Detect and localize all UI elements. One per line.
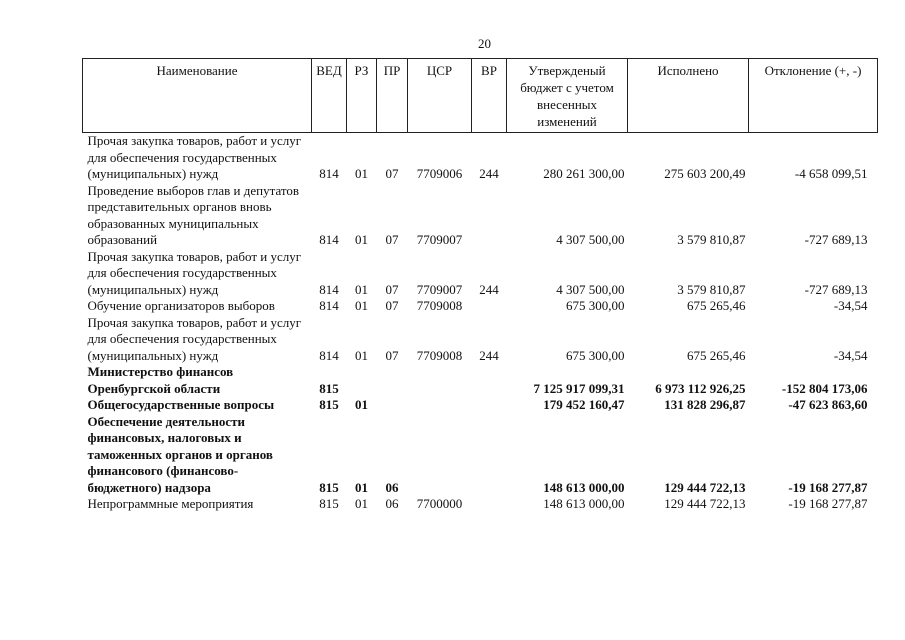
row-budget: 675 300,00 [566,347,625,363]
header-ved: ВЕД [312,59,347,133]
row-rz: 01 [355,496,368,511]
table-row [83,496,878,513]
row-pr [377,397,408,414]
row-rz: 01 [355,479,368,495]
row-csr [408,397,472,414]
row-executed: 3 579 810,87 [677,281,746,297]
row-vr [472,364,507,397]
row-pr: 06 [385,479,399,495]
row-vr [472,496,507,513]
row-rz [347,364,377,397]
row-budget: 280 261 300,00 [543,166,625,181]
row-budget: 675 300,00 [566,298,625,313]
row-deviation: -19 168 277,87 [788,479,868,495]
row-pr: 06 [385,496,399,511]
row-deviation: -727 689,13 [804,232,868,247]
row-name: Обеспечение деятельности финансовых, налоговых и таможенных органов и органов финансового (финансово-бюджетного) надзора [87,413,273,495]
budget-execution-table [82,58,878,513]
row-executed: 275 603 200,49 [664,166,746,181]
row-deviation: -19 168 277,87 [788,496,868,511]
row-pr: 07 [385,347,399,363]
row-executed: 675 265,46 [687,347,746,363]
header-name: Наименование [83,59,312,133]
row-executed: 129 444 722,13 [664,496,746,511]
row-csr: 7709008 [416,298,463,313]
row-ved: 815 [319,397,339,412]
table-row [83,364,878,397]
row-csr [408,364,472,397]
row-vr [472,183,507,249]
row-executed: 131 828 296,87 [664,397,746,412]
header-deviation: Отклонение (+, -) [749,59,878,133]
row-ved: 815 [319,380,339,396]
row-name: Министерство финансов Оренбургской области [87,364,234,396]
row-name: Проведение выборов глав и депутатов представительных органов вновь образованных муниципальных образований [87,182,300,247]
row-vr [472,298,507,315]
table-row [83,298,878,315]
table-row [83,397,878,414]
row-budget: 148 613 000,00 [543,479,625,495]
row-rz: 01 [355,347,368,363]
table-row [83,183,878,249]
row-budget: 179 452 160,47 [543,397,625,412]
row-csr [408,414,472,497]
row-ved: 814 [319,232,339,247]
row-budget: 4 307 500,00 [556,232,625,247]
header-pr: ПР [377,59,408,133]
row-executed: 3 579 810,87 [677,232,746,247]
row-name: Непрограммные мероприятия [87,496,254,511]
row-vr [472,414,507,497]
row-rz: 01 [355,298,368,313]
row-pr: 07 [385,281,399,297]
page-number: 20 [478,36,491,51]
row-name: Прочая закупка товаров, работ и услуг для обеспечения государственных (муниципальных) нужд [87,314,302,363]
row-deviation: -152 804 173,06 [781,380,868,396]
table-row [83,414,878,497]
header-csr: ЦСР [408,59,472,133]
row-csr: 7709007 [416,281,463,297]
row-ved: 815 [319,479,339,495]
row-deviation: -47 623 863,60 [788,397,868,412]
row-pr [377,364,408,397]
row-budget: 4 307 500,00 [556,281,625,297]
row-csr: 7700000 [416,496,463,511]
row-executed: 675 265,46 [687,298,746,313]
row-vr [472,397,507,414]
row-pr: 07 [385,232,399,247]
row-rz: 01 [355,397,368,412]
row-deviation: -4 658 099,51 [794,166,868,181]
header-vr: ВР [472,59,507,133]
row-deviation: -34,54 [833,298,868,313]
row-executed: 129 444 722,13 [664,479,746,495]
row-vr: 244 [479,166,499,181]
row-budget: 7 125 917 099,31 [533,380,625,396]
row-csr: 7709007 [416,232,463,247]
row-pr: 07 [385,166,399,181]
budget-execution-table-sheet [82,58,877,513]
row-name: Общегосударственные вопросы [87,397,275,412]
header-executed: Исполнено [628,59,749,133]
row-deviation: -727 689,13 [804,281,868,297]
row-executed: 6 973 112 926,25 [655,380,746,396]
header-budget: Утвержденый бюджет с учетом внесенных изменений [507,59,628,133]
row-ved: 814 [319,298,339,313]
header-rz: РЗ [347,59,377,133]
row-ved: 815 [319,496,339,511]
row-vr: 244 [479,281,499,297]
row-budget: 148 613 000,00 [543,496,625,511]
row-name: Прочая закупка товаров, работ и услуг для обеспечения государственных (муниципальных) нужд [87,133,302,181]
row-rz: 01 [355,232,368,247]
row-name: Обучение организаторов выборов [87,298,275,313]
row-name: Прочая закупка товаров, работ и услуг для обеспечения государственных (муниципальных) нужд [87,248,302,297]
table-row [83,133,878,183]
row-deviation: -34,54 [833,347,868,363]
table-row [83,249,878,299]
row-ved: 814 [319,347,339,363]
row-pr: 07 [385,298,399,313]
table-header-row [83,59,878,133]
row-ved: 814 [319,166,339,181]
row-rz: 01 [355,166,368,181]
row-rz: 01 [355,281,368,297]
table-row [83,315,878,365]
row-ved: 814 [319,281,339,297]
row-csr: 7709006 [416,166,463,181]
row-csr: 7709008 [416,347,463,363]
row-vr: 244 [479,347,499,363]
